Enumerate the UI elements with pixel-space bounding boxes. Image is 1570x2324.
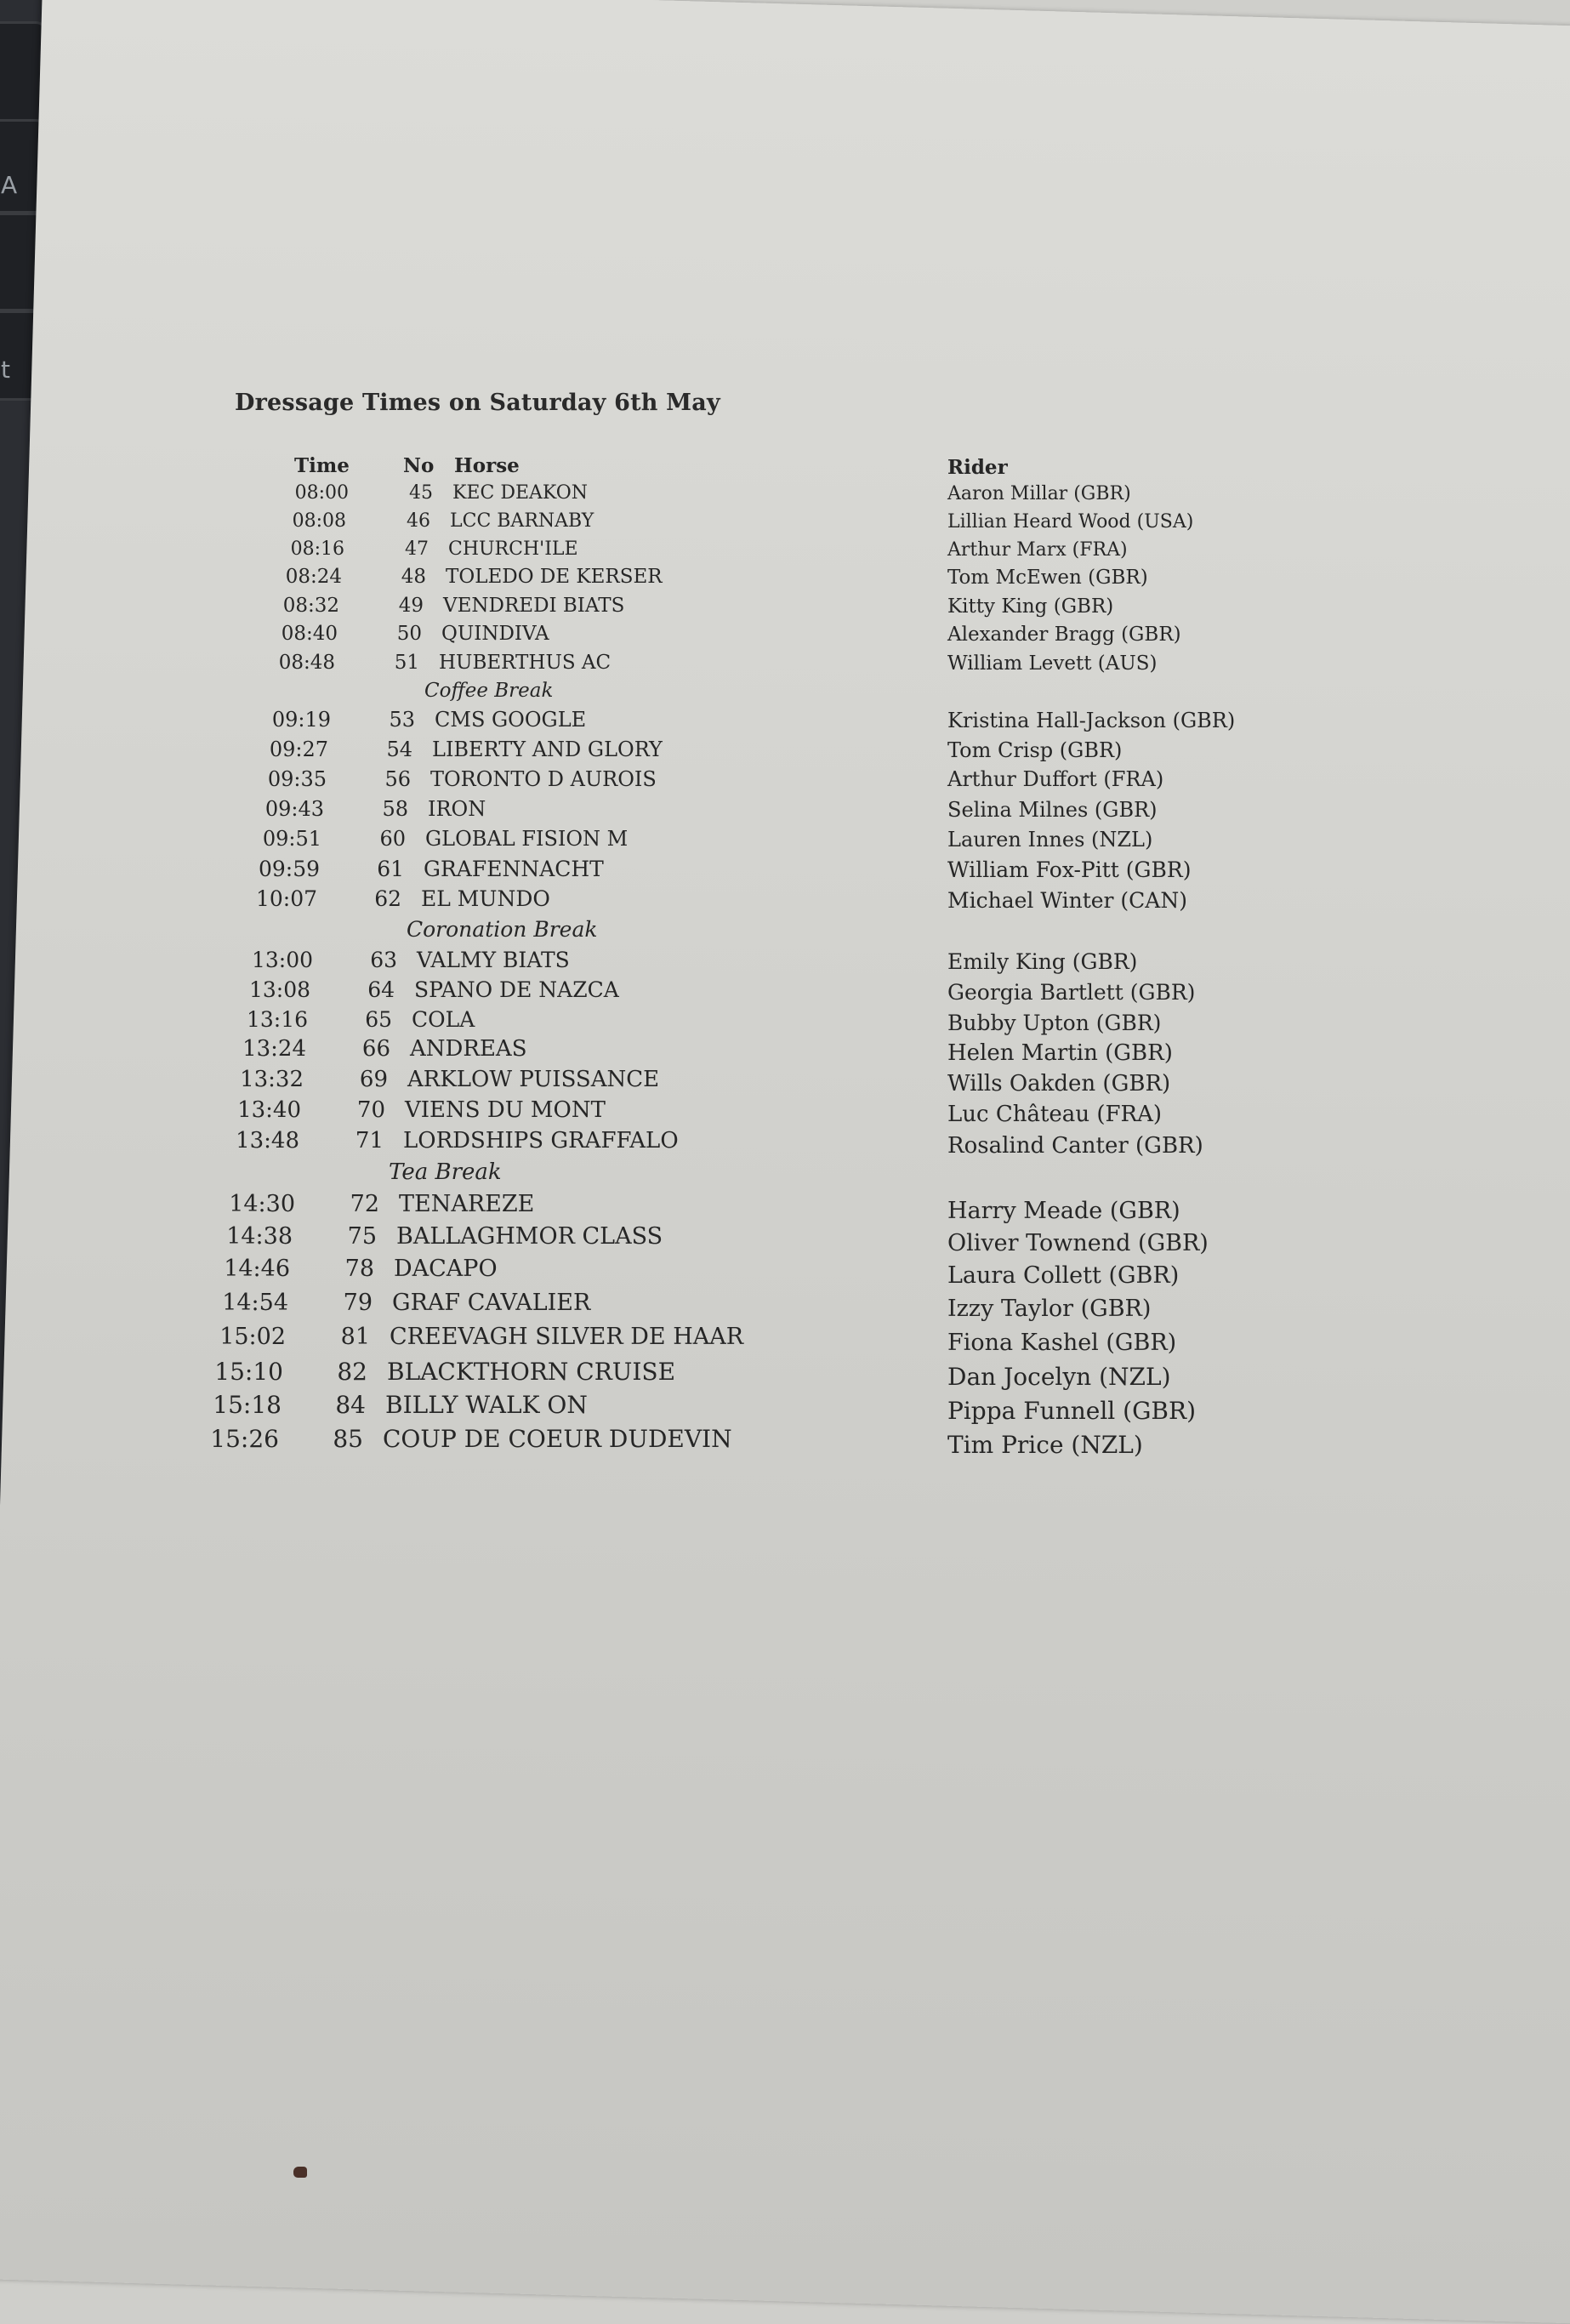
cell-horse: KEC DEAKON [452,481,589,504]
cell-rider: Michael Winter (CAN) [947,887,1187,913]
cell-rider: William Fox-Pitt (GBR) [947,857,1192,882]
cell-number: 46 [407,510,430,532]
cell-time: 14:46 [224,1256,290,1283]
cell-rider: Emily King (GBR) [947,948,1138,974]
cell-number: 54 [386,738,412,762]
cell-rider: Oliver Townend (GBR) [947,1230,1209,1257]
cell-horse: TENAREZE [399,1191,535,1218]
cell-horse: COUP DE COEUR DUDEVIN [383,1424,732,1453]
cell-time: 09:43 [265,797,324,822]
cell-time: 15:02 [219,1324,286,1351]
cell-rider: Aaron Millar (GBR) [947,482,1131,504]
cell-number: 50 [396,623,422,646]
cell-number: 79 [343,1290,373,1317]
cell-number: 84 [335,1390,366,1419]
cell-horse: LCC BARNABY [450,510,594,532]
cell-number: 72 [350,1191,379,1218]
cell-rider: Tom Crisp (GBR) [947,738,1123,763]
cell-time: 14:30 [229,1191,295,1218]
cell-time: 09:51 [262,827,321,852]
key-label: t [1,356,10,384]
break-label: Coronation Break [407,916,598,942]
cell-horse: BLACKTHORN CRUISE [387,1357,676,1386]
cell-time: 08:48 [278,652,335,675]
cell-rider: Tim Price (NZL) [947,1430,1143,1459]
cell-time: 13:08 [248,977,310,1002]
cell-horse: TORONTO D AUROIS [430,767,657,792]
cell-horse: GLOBAL FISION M [425,827,629,852]
cell-number: 49 [398,595,424,618]
cell-number: 66 [361,1036,390,1062]
cell-number: 56 [384,767,411,792]
cell-number: 51 [394,652,419,675]
cell-rider: Alexander Bragg (GBR) [947,624,1181,647]
cell-number: 62 [374,886,401,911]
cell-horse: EL MUNDO [421,886,550,911]
cell-time: 13:16 [246,1006,308,1032]
cell-horse: BILLY WALK ON [385,1390,588,1419]
cell-rider: Luc Château (FRA) [947,1102,1163,1128]
cell-rider: Kitty King (GBR) [947,595,1114,618]
cell-time: 08:08 [292,510,346,532]
cell-rider: William Levett (AUS) [947,652,1158,675]
cell-number: 71 [355,1128,384,1154]
cell-number: 85 [333,1424,363,1453]
cell-horse: VALMY BIATS [417,947,570,972]
cell-time: 09:19 [271,708,331,732]
cell-time: 13:32 [240,1067,304,1093]
cell-horse: LORDSHIPS GRAFFALO [403,1128,679,1154]
cell-horse: CHURCH'ILE [448,538,578,560]
break-label: Coffee Break [424,680,554,703]
cell-horse: VIENS DU MONT [405,1097,606,1124]
cell-horse: QUINDIVA [441,623,549,646]
cell-time: 08:32 [282,595,339,618]
cell-rider: Bubby Upton (GBR) [947,1010,1162,1035]
cell-horse: HUBERTHUS AC [439,652,612,675]
cell-rider: Kristina Hall-Jackson (GBR) [947,709,1236,733]
cell-time: 08:24 [285,566,342,589]
cell-rider: Pippa Funnell (GBR) [947,1396,1197,1425]
cell-rider: Laura Collett (GBR) [947,1262,1180,1290]
cell-horse: DACAPO [394,1256,498,1283]
cell-time: 10:07 [255,886,317,911]
cell-time: 08:16 [290,538,344,560]
cell-number: 64 [367,977,395,1002]
cell-number: 81 [340,1324,370,1351]
cell-time: 15:26 [210,1424,279,1453]
cell-rider: Harry Meade (GBR) [947,1198,1180,1225]
column-header-no: No [403,454,435,477]
paper-speck [293,2167,307,2178]
cell-time: 08:00 [294,481,349,504]
cell-time: 13:48 [236,1128,299,1154]
cell-number: 48 [401,566,426,589]
cell-horse: ANDREAS [410,1036,527,1062]
cell-rider: Fiona Kashel (GBR) [947,1330,1177,1357]
cell-number: 70 [356,1097,385,1124]
cell-horse: LIBERTY AND GLORY [432,738,663,762]
cell-time: 08:40 [281,623,338,646]
cell-rider: Rosalind Canter (GBR) [947,1133,1203,1159]
cell-horse: CREEVAGH SILVER DE HAAR [390,1324,744,1351]
cell-number: 58 [382,797,408,822]
cell-horse: SPANO DE NAZCA [414,977,619,1002]
column-header-rider: Rider [947,456,1008,479]
cell-horse: TOLEDO DE KERSER [446,566,663,589]
cell-horse: VENDREDI BIATS [443,595,625,618]
key-label: A [1,171,18,199]
column-header-horse: Horse [454,454,520,477]
cell-number: 82 [337,1357,367,1386]
cell-rider: Izzy Taylor (GBR) [947,1296,1152,1323]
cell-time: 09:27 [269,738,328,762]
cell-rider: Arthur Duffort (FRA) [947,767,1164,792]
cell-time: 14:54 [222,1290,288,1317]
cell-rider: Lauren Innes (NZL) [947,828,1153,852]
cell-rider: Wills Oakden (GBR) [947,1071,1171,1097]
cell-number: 63 [370,947,397,972]
cell-horse: GRAFENNACHT [424,856,604,881]
page-title: Dressage Times on Saturday 6th May [235,390,720,416]
cell-horse: BALLAGHMOR CLASS [396,1223,663,1250]
cell-horse: GRAF CAVALIER [392,1290,591,1317]
cell-number: 65 [365,1006,392,1032]
cell-time: 09:59 [258,856,320,881]
cell-time: 13:00 [251,947,313,972]
cell-rider: Lillian Heard Wood (USA) [947,510,1194,533]
cell-number: 69 [359,1067,388,1093]
cell-rider: Tom McEwen (GBR) [947,567,1148,590]
cell-horse: ARKLOW PUISSANCE [407,1067,660,1093]
cell-horse: CMS GOOGLE [435,708,587,732]
cell-rider: Georgia Bartlett (GBR) [947,979,1196,1005]
cell-time: 13:40 [237,1097,301,1124]
cell-horse: IRON [428,797,486,822]
cell-time: 14:38 [226,1223,293,1250]
cell-rider: Dan Jocelyn (NZL) [947,1362,1171,1391]
break-label: Tea Break [389,1159,502,1186]
cell-rider: Arthur Marx (FRA) [947,538,1128,561]
cell-number: 78 [344,1256,374,1283]
cell-number: 53 [389,708,415,732]
cell-number: 75 [347,1223,377,1250]
cell-time: 15:18 [213,1390,282,1419]
cell-time: 09:35 [267,767,327,792]
cell-rider: Helen Martin (GBR) [947,1040,1173,1067]
cell-number: 61 [377,856,404,881]
column-header-time: Time [294,454,350,477]
cell-number: 45 [409,481,433,504]
cell-number: 60 [379,827,406,852]
cell-number: 47 [405,538,429,560]
cell-time: 15:10 [214,1357,283,1386]
cell-rider: Selina Milnes (GBR) [947,798,1158,823]
cell-time: 13:24 [242,1036,306,1062]
cell-horse: COLA [412,1006,475,1032]
